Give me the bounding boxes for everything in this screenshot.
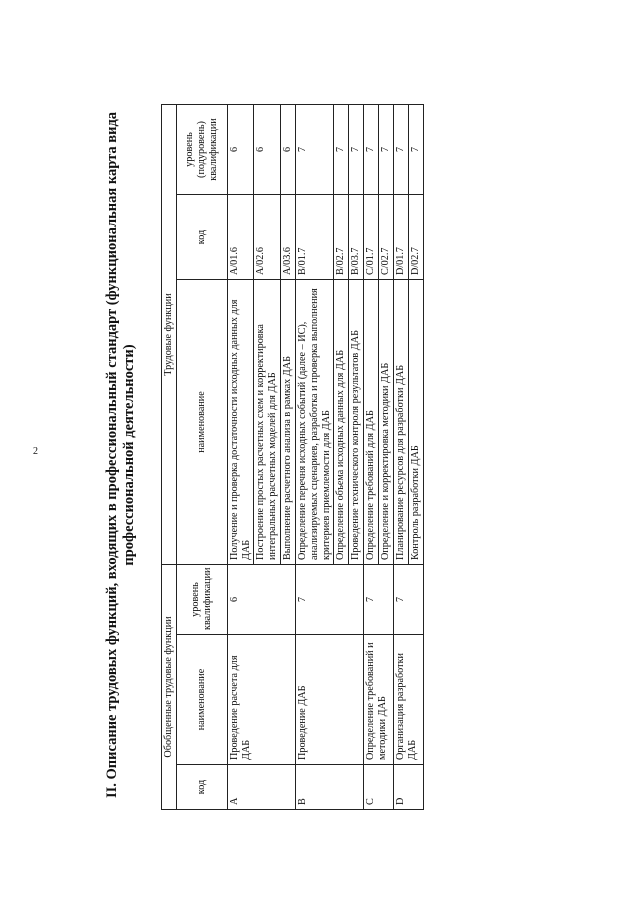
function-name: Проведение технического контроля результатов ДАБ bbox=[349, 280, 364, 565]
function-level: 6 bbox=[280, 105, 295, 195]
table-row bbox=[364, 105, 379, 810]
function-code: D/01.7 bbox=[394, 195, 409, 280]
group-code: C bbox=[364, 765, 394, 810]
function-level: 7 bbox=[334, 105, 349, 195]
function-code: C/01.7 bbox=[364, 195, 379, 280]
function-code: D/02.7 bbox=[409, 195, 424, 280]
group-name: Организация разработки ДАБ bbox=[394, 635, 424, 765]
group-level: 7 bbox=[394, 565, 424, 635]
table-row bbox=[295, 105, 333, 810]
table-row bbox=[394, 105, 409, 810]
function-level: 7 bbox=[379, 105, 394, 195]
header-row-1 bbox=[162, 105, 177, 810]
function-name: Выполнение расчетного анализа в рамках ДАБ bbox=[280, 280, 295, 565]
function-name: Планирование ресурсов для разработки ДАБ bbox=[394, 280, 409, 565]
function-level: 7 bbox=[364, 105, 379, 195]
function-code: C/02.7 bbox=[379, 195, 394, 280]
function-code: B/01.7 bbox=[295, 195, 333, 280]
rotated-content bbox=[104, 55, 424, 815]
function-level: 7 bbox=[394, 105, 409, 195]
function-level: 7 bbox=[409, 105, 424, 195]
header-sublevel: уровень (подуровень) квалификации bbox=[176, 105, 227, 195]
section-title bbox=[104, 95, 138, 815]
function-name: Контроль разработки ДАБ bbox=[409, 280, 424, 565]
header-function-code: код bbox=[176, 195, 227, 280]
function-name: Построение простых расчетных схем и корректировка интегральных расчетных моделей для ДАБ bbox=[254, 280, 281, 565]
function-code: B/03.7 bbox=[349, 195, 364, 280]
function-code: A/03.6 bbox=[280, 195, 295, 280]
function-level: 6 bbox=[254, 105, 281, 195]
title-line-2: профессиональной деятельности) bbox=[121, 344, 137, 566]
table-row bbox=[227, 105, 254, 810]
function-code: A/02.6 bbox=[254, 195, 281, 280]
function-code: A/01.6 bbox=[227, 195, 254, 280]
function-level: 6 bbox=[227, 105, 254, 195]
function-code: B/02.7 bbox=[334, 195, 349, 280]
function-name: Определение объема исходных данных для ДАБ bbox=[334, 280, 349, 565]
header-code: код bbox=[176, 765, 227, 810]
header-labor-functions: Трудовые функции bbox=[162, 105, 177, 565]
group-name: Проведение расчета для ДАБ bbox=[227, 635, 295, 765]
function-name: Получение и проверка достаточности исходных данных для ДАБ bbox=[227, 280, 254, 565]
header-function-name: наименование bbox=[176, 280, 227, 565]
header-row-2 bbox=[176, 105, 227, 810]
function-level: 7 bbox=[295, 105, 333, 195]
title-line-1: II. Описание трудовых функций, входящих в профессиональный стандарт (функциональная карта вида bbox=[104, 111, 120, 799]
group-code: B bbox=[295, 765, 363, 810]
group-level: 7 bbox=[295, 565, 363, 635]
functional-map-table bbox=[161, 104, 424, 810]
header-qual-level: уровень квалификации bbox=[176, 565, 227, 635]
group-name: Определение требований и методики ДАБ bbox=[364, 635, 394, 765]
header-name: наименование bbox=[176, 635, 227, 765]
function-name: Определение требований для ДАБ bbox=[364, 280, 379, 565]
group-name: Проведение ДАБ bbox=[295, 635, 363, 765]
function-name: Определение и корректировка методики ДАБ bbox=[379, 280, 394, 565]
group-level: 6 bbox=[227, 565, 295, 635]
group-code: A bbox=[227, 765, 295, 810]
page-number: 2 bbox=[33, 446, 38, 457]
group-level: 7 bbox=[364, 565, 394, 635]
function-name: Определение перечня исходных событий (далее – ИС), анализируемых сценариев, разработка и проверка выполнения критериев приемлемости для ДАБ bbox=[295, 280, 333, 565]
group-code: D bbox=[394, 765, 424, 810]
header-generalized-functions: Обобщенные трудовые функции bbox=[162, 565, 177, 810]
function-level: 7 bbox=[349, 105, 364, 195]
